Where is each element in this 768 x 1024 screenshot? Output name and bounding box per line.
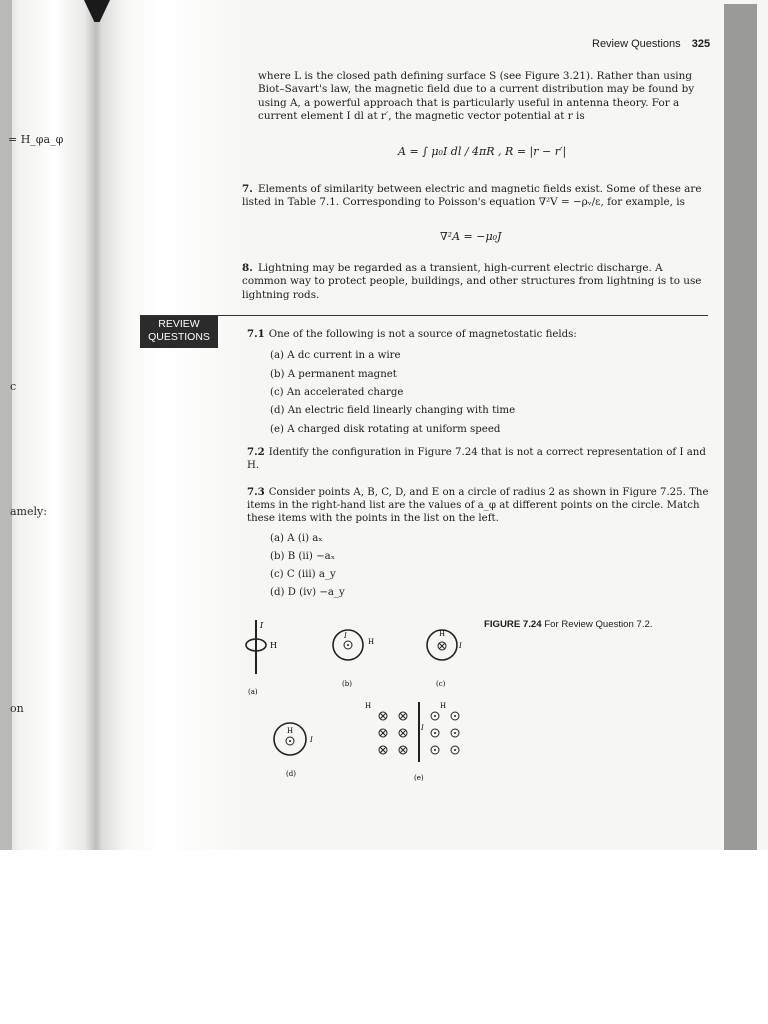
- vector-potential-equation: A = ∫ μ₀I dl / 4πR , R = |r − r′|: [398, 145, 567, 158]
- page-edge: [0, 0, 12, 850]
- field-label: H: [365, 702, 372, 710]
- question-number: 7.1: [247, 328, 265, 340]
- question-7-3: [247, 486, 709, 525]
- config-b: [333, 630, 374, 688]
- poisson-equation: ∇²A = −μ₀J: [440, 230, 502, 243]
- option-item: (c) An accelerated charge: [270, 387, 404, 398]
- field-label: H: [270, 641, 277, 650]
- dot-mark: [451, 746, 459, 754]
- config-label: (e): [414, 774, 424, 782]
- dot-center: [347, 644, 349, 646]
- dot-mark: [431, 712, 439, 720]
- option-item: (d) An electric field linearly changing with time: [270, 405, 516, 416]
- question-7-1: [247, 328, 709, 341]
- option-item: (b) A permanent magnet: [270, 369, 397, 380]
- question-text: Identify the configuration in Figure 7.24 that is not a correct representation of I and H.: [247, 447, 706, 471]
- review-questions-label: [140, 316, 218, 348]
- item-number: 7.: [242, 183, 253, 195]
- field-label: H: [287, 727, 294, 735]
- figure-7-24-diagram: [230, 612, 490, 792]
- dot-center: [289, 740, 291, 742]
- review-label-line2: QUESTIONS: [148, 331, 210, 343]
- dot-mark: [431, 729, 439, 737]
- config-label: (a): [248, 688, 258, 696]
- scan-shadow-bar: [724, 4, 757, 850]
- cross-mark: [379, 746, 387, 754]
- field-label: H: [368, 638, 375, 646]
- current-label: I: [459, 642, 462, 650]
- field-label: H: [440, 702, 447, 710]
- config-c: [427, 630, 462, 688]
- section-rule: [140, 315, 708, 316]
- cross-mark: [399, 746, 407, 754]
- page-number: 325: [691, 38, 711, 50]
- intro-paragraph: where L is the closed path defining surface S (see Figure 3.21). Rather than using Biot–Savart's law, the magnetic field due to a current distribution may be found by using A, a powerful approach that is particularly useful in antenna theory. For a current element I dl at r′, the magnetic vector potential at r is: [258, 70, 695, 123]
- config-d: [274, 723, 313, 778]
- option-item: (e) A charged disk rotating at uniform speed: [270, 424, 501, 435]
- current-label: I: [421, 724, 424, 732]
- left-page-fragment: on: [10, 702, 24, 715]
- dot-mark: [451, 729, 459, 737]
- figure-caption-text: For Review Question 7.2.: [544, 619, 653, 630]
- running-header: [592, 38, 710, 50]
- question-text: One of the following is not a source of magnetostatic fields:: [268, 329, 577, 340]
- cross-mark: [379, 712, 387, 720]
- left-page-fragment: c: [10, 380, 17, 393]
- option-item: (a) A (i) aₓ: [270, 533, 323, 544]
- cross-mark: [399, 712, 407, 720]
- cross-mark: [399, 729, 407, 737]
- question-text: Consider points A, B, C, D, and E on a circle of radius 2 as shown in Figure 7.25. The items in the right-hand list are the values of a_φ at different points on the circle. Match these items with the points in the list on the left.: [247, 487, 709, 524]
- option-item: (d) D (iv) −a_y: [270, 587, 345, 598]
- summary-item-8: [242, 262, 708, 302]
- config-a: [246, 620, 277, 696]
- dot-mark: [451, 712, 459, 720]
- config-e: [365, 702, 459, 782]
- review-label-line1: REVIEW: [158, 318, 200, 330]
- field-label: H: [439, 630, 446, 638]
- item-number: 8.: [242, 262, 253, 274]
- option-item: (b) B (ii) −aₓ: [270, 551, 336, 562]
- left-page-fragment: amely:: [10, 505, 47, 518]
- cross-mark: [379, 729, 387, 737]
- figure-caption-label: FIGURE 7.24: [484, 619, 542, 630]
- book-gutter: [0, 0, 250, 850]
- dot-mark: [431, 746, 439, 754]
- question-number: 7.2: [247, 446, 265, 458]
- left-page-fragment: = H_φa_φ: [8, 133, 64, 146]
- question-number: 7.3: [247, 486, 265, 498]
- figure-caption: [484, 619, 653, 630]
- current-label: I: [260, 621, 264, 630]
- option-item: (c) C (iii) a_y: [270, 569, 336, 580]
- option-item: (a) A dc current in a wire: [270, 350, 401, 361]
- current-label: I: [344, 632, 347, 640]
- summary-item-7: [242, 183, 708, 210]
- config-label: (b): [342, 680, 352, 688]
- item-text: Lightning may be regarded as a transient, high-current electric discharge. A common way to protect people, buildings, and other structures from lightning is to use lightning rods.: [242, 262, 702, 301]
- config-label: (d): [286, 770, 296, 778]
- config-label: (c): [436, 680, 446, 688]
- running-title: Review Questions: [592, 38, 681, 50]
- current-label: I: [310, 736, 313, 744]
- item-text: Elements of similarity between electric and magnetic fields exist. Some of these are listed in Table 7.1. Corresponding to Poisson's equation ∇²V = −ρᵥ/ε, for example, is: [242, 183, 702, 209]
- blank-margin: [0, 850, 768, 1024]
- question-7-2: [247, 446, 709, 472]
